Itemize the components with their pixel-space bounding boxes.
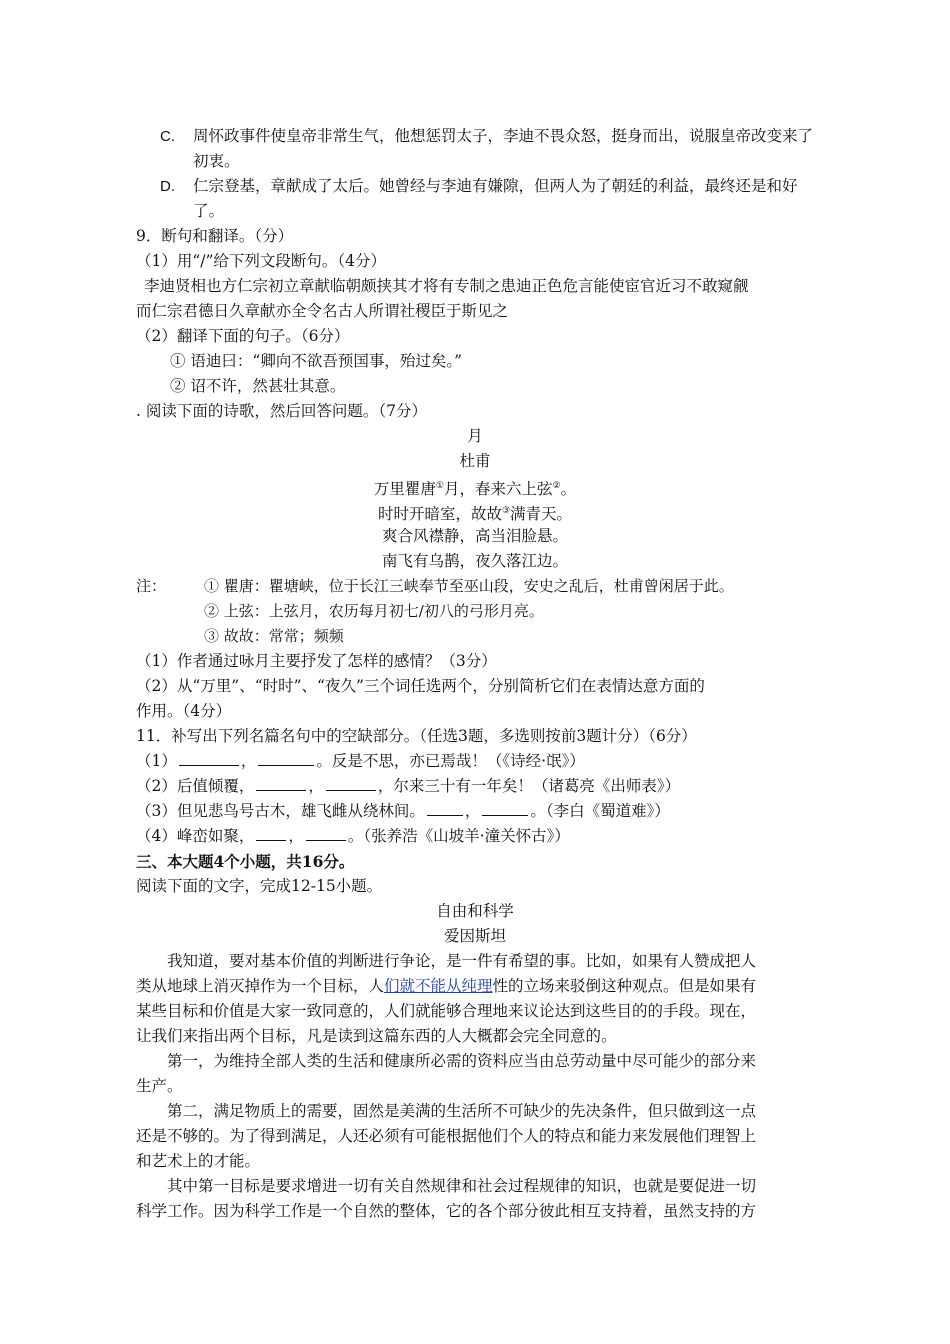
- poem-line-1: 万里瞿唐①月，春来六上弦②。: [373, 480, 577, 499]
- q9-title: 9．断句和翻译。（分）: [136, 227, 294, 245]
- note-3: ③ 故故：常常；频频: [204, 627, 344, 645]
- option-d-text: 仁宗登基，章献成了太后。她曾经与李迪有嫌隙，但两人为了朝廷的利益，最终还是和好了。: [193, 177, 798, 220]
- note-1: ① 瞿唐：瞿塘峡，位于长江三峡奉节至巫山段，安史之乱后，杜甫曾闲居于此。: [204, 577, 734, 595]
- hyperlink-text[interactable]: 们就不能从纯理: [384, 977, 493, 995]
- p1-line1: 我知道，要对基本价值的判断进行争论，是一件有希望的事。比如，如果有人赞成把人: [167, 952, 757, 970]
- p2-line2: 生产。: [136, 1077, 183, 1095]
- q11-item4: （4）峰峦如聚， ， 。（张养浩《山坡羊·潼关怀古》）: [136, 824, 816, 849]
- q9-sentence2: ② 诏不许，然甚壮其意。: [170, 377, 346, 395]
- p2-line1: 第一，为维持全部人类的生活和健康所必需的资料应当由总劳动量中尽可能少的部分来: [167, 1052, 757, 1070]
- q11-item2: （2）后值倾覆， ， ，尔来三十有一年矣！（诸葛亮《出师表》）: [136, 774, 816, 799]
- p4-line1: 其中第一目标是要求增进一切有关自然规律和社会过程规律的知识，也就是要促进一切: [167, 1177, 757, 1195]
- article-author: 爱因斯坦: [443, 927, 506, 945]
- section3-heading: 三、本大题4个小题，共16分。: [136, 852, 355, 871]
- q9-sentence1: ① 语迪曰：“卿向不欲吾预国事，殆过矣。”: [170, 352, 463, 370]
- note-label: 注：: [136, 577, 167, 595]
- q10-ask2-line1: （2）从“万里”、“时时”、“夜久”三个词任选两个，分别简析它们在表情达意方面的: [136, 677, 705, 695]
- option-d-letter: D.: [160, 178, 175, 195]
- option-c-letter: C.: [160, 128, 175, 145]
- q11-title: 11．补写出下列名篇名句中的空缺部分。（任选3题，多选则按前3题计分）（6分）: [136, 727, 697, 745]
- poem-title: 月: [467, 427, 483, 445]
- q10-ask1: （1）作者通过咏月主要抒发了怎样的感情？（3分）: [136, 652, 497, 670]
- p1-line3: 某些目标和价值是大家一致同意的，人们就能够合理地来议论达到这些目的的手段。现在，: [136, 1002, 757, 1020]
- q9-part2: （2）翻译下面的句子。（6分）: [136, 327, 350, 345]
- p1-line4: 让我们来指出两个目标，凡是读到这篇东西的人大概都会完全同意的。: [136, 1027, 617, 1045]
- p1-line2: 类从地球上消灭掉作为一个目标，人们就不能从纯理性的立场来驳倒这种观点。但是如果有: [136, 977, 757, 995]
- p3-line3: 和艺术上的才能。: [136, 1152, 261, 1170]
- q9-passage-line1: 李迪贤相也方仁宗初立章献临朝颇挟其才将有专制之患迪正色危言能使宦官近习不敢窥觎: [144, 277, 749, 295]
- p3-line1: 第二，满足物质上的需要，固然是美满的生活所不可缺少的先决条件，但只做到这一点: [167, 1102, 757, 1120]
- q11-item1: （1） ， 。反是不思，亦已焉哉！（《诗经·氓》）: [136, 749, 816, 774]
- note-2: ② 上弦：上弦月，农历每月初七/初八的弓形月亮。: [204, 602, 544, 620]
- q9-passage-line2: 而仁宗君德日久章献亦全令名古人所谓社稷臣于斯见之: [136, 302, 509, 320]
- q10-ask2-line2: 作用。（4分）: [136, 702, 232, 720]
- poem-line-3: 爽合风襟静，高当泪脸悬。: [381, 527, 568, 545]
- option-c-text: 周怀政事件使皇帝非常生气，他想惩罚太子，李迪不畏众怒，挺身而出，说服皇帝改变来了初衷。: [193, 127, 814, 170]
- poem-author: 杜甫: [459, 452, 491, 470]
- q9-part1: （1）用“/”给下列文段断句。（4分）: [136, 252, 387, 270]
- q11-item3: （3）但见悲鸟号古木，雄飞雌从绕林间。 ， 。（李白《蜀道难》）: [136, 799, 816, 824]
- p4-line2: 科学工作。因为科学工作是一个自然的整体，它的各个部分彼此相互支持着，虽然支持的方: [136, 1202, 757, 1220]
- section3-intro: 阅读下面的文字，完成12-15小题。: [136, 877, 383, 895]
- article-title: 自由和科学: [436, 902, 514, 920]
- poem-line-4: 南飞有乌鹊，夜久落江边。: [381, 552, 568, 570]
- p3-line2: 还是不够的。为了得到满足，人还必须有可能根据他们个人的特点和能力来发展他们理智上: [136, 1127, 757, 1145]
- poem-line-2: 时时开暗室，故故③满青天。: [377, 505, 573, 524]
- q10-intro: . 阅读下面的诗歌，然后回答问题。（7分）: [136, 402, 427, 420]
